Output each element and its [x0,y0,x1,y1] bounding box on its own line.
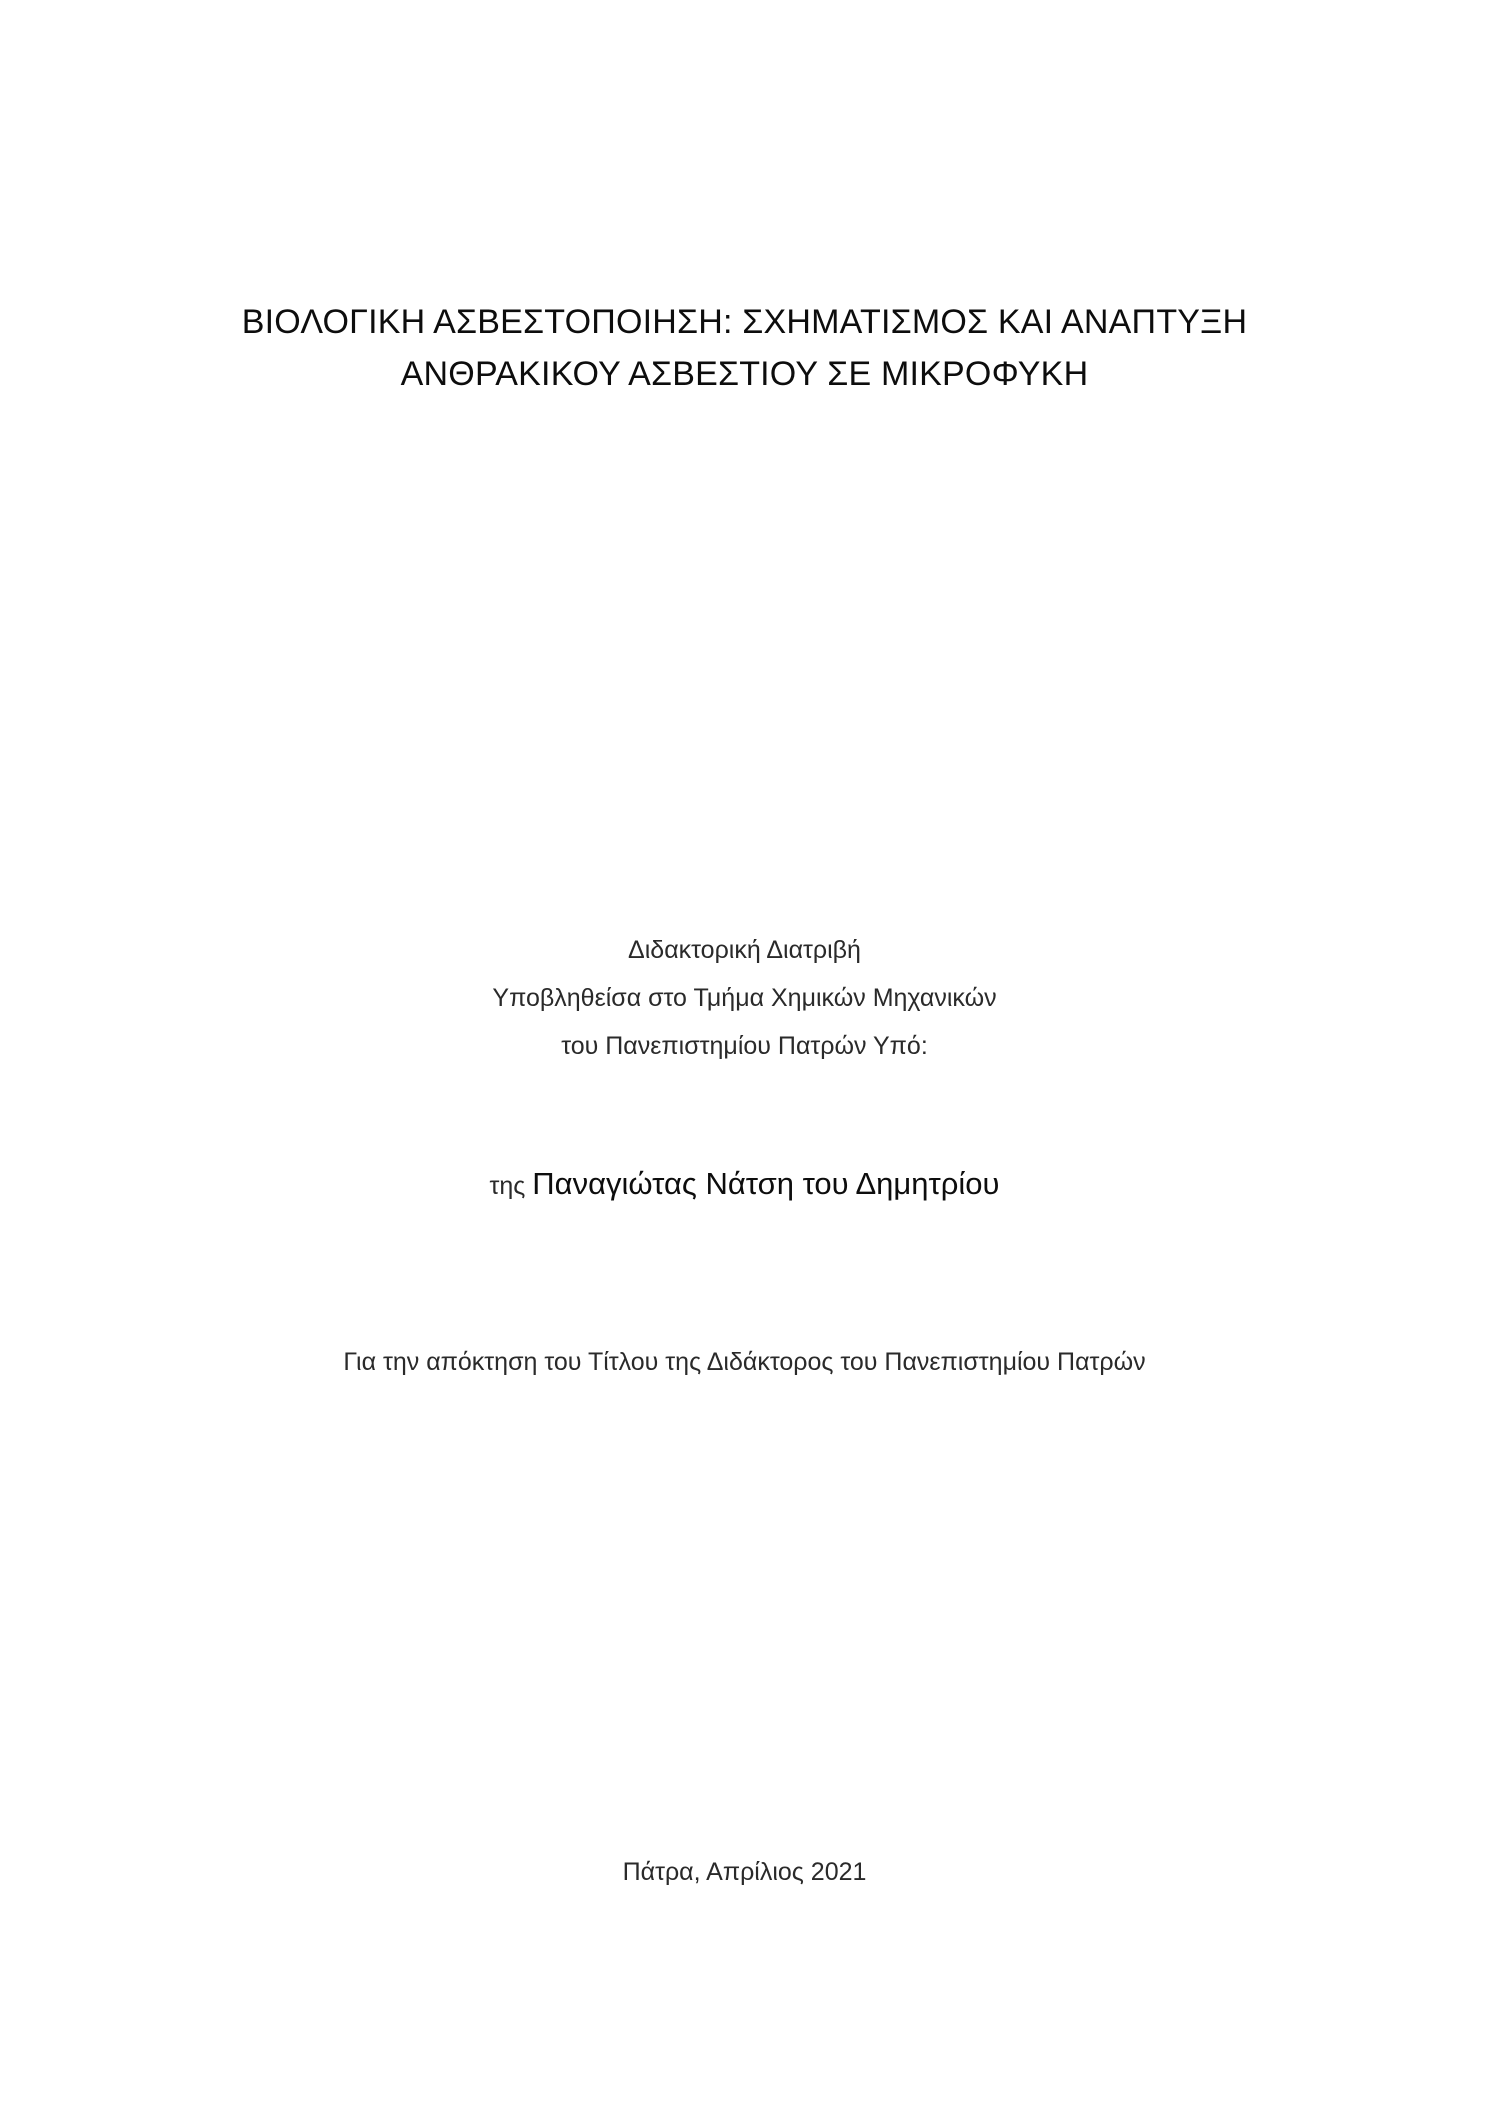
department-line: Υποβληθείσα στο Τμήμα Χημικών Μηχανικών [492,984,997,1012]
author-prefix: της [489,1172,533,1200]
place-and-date: Πάτρα, Απρίλιος 2021 [622,1858,867,1886]
submission-statement [0,926,1489,1070]
author-line [0,1166,1489,1202]
degree-statement: Για την απόκτηση του Τίτλου της Διδάκτορος του Πανεπιστημίου Πατρών [343,1348,1146,1376]
thesis-title-line-2: ΑΝΘΡΑΚΙΚΟΥ ΑΣΒΕΣΤΙΟΥ ΣΕ ΜΙΚΡΟΦΥΚΗ [400,355,1089,393]
author-name: Παναγιώτας Νάτση του Δημητρίου [532,1166,1000,1201]
document-type: Διδακτορική Διατριβή [628,936,861,964]
thesis-title [0,296,1489,400]
thesis-title-line-1: ΒΙΟΛΟΓΙΚΗ ΑΣΒΕΣΤΟΠΟΙΗΣΗ: ΣΧΗΜΑΤΙΣΜΟΣ ΚΑΙ ΑΝΑΠΤΥΞΗ [241,303,1248,341]
university-line: του Πανεπιστημίου Πατρών Υπό: [561,1032,928,1060]
